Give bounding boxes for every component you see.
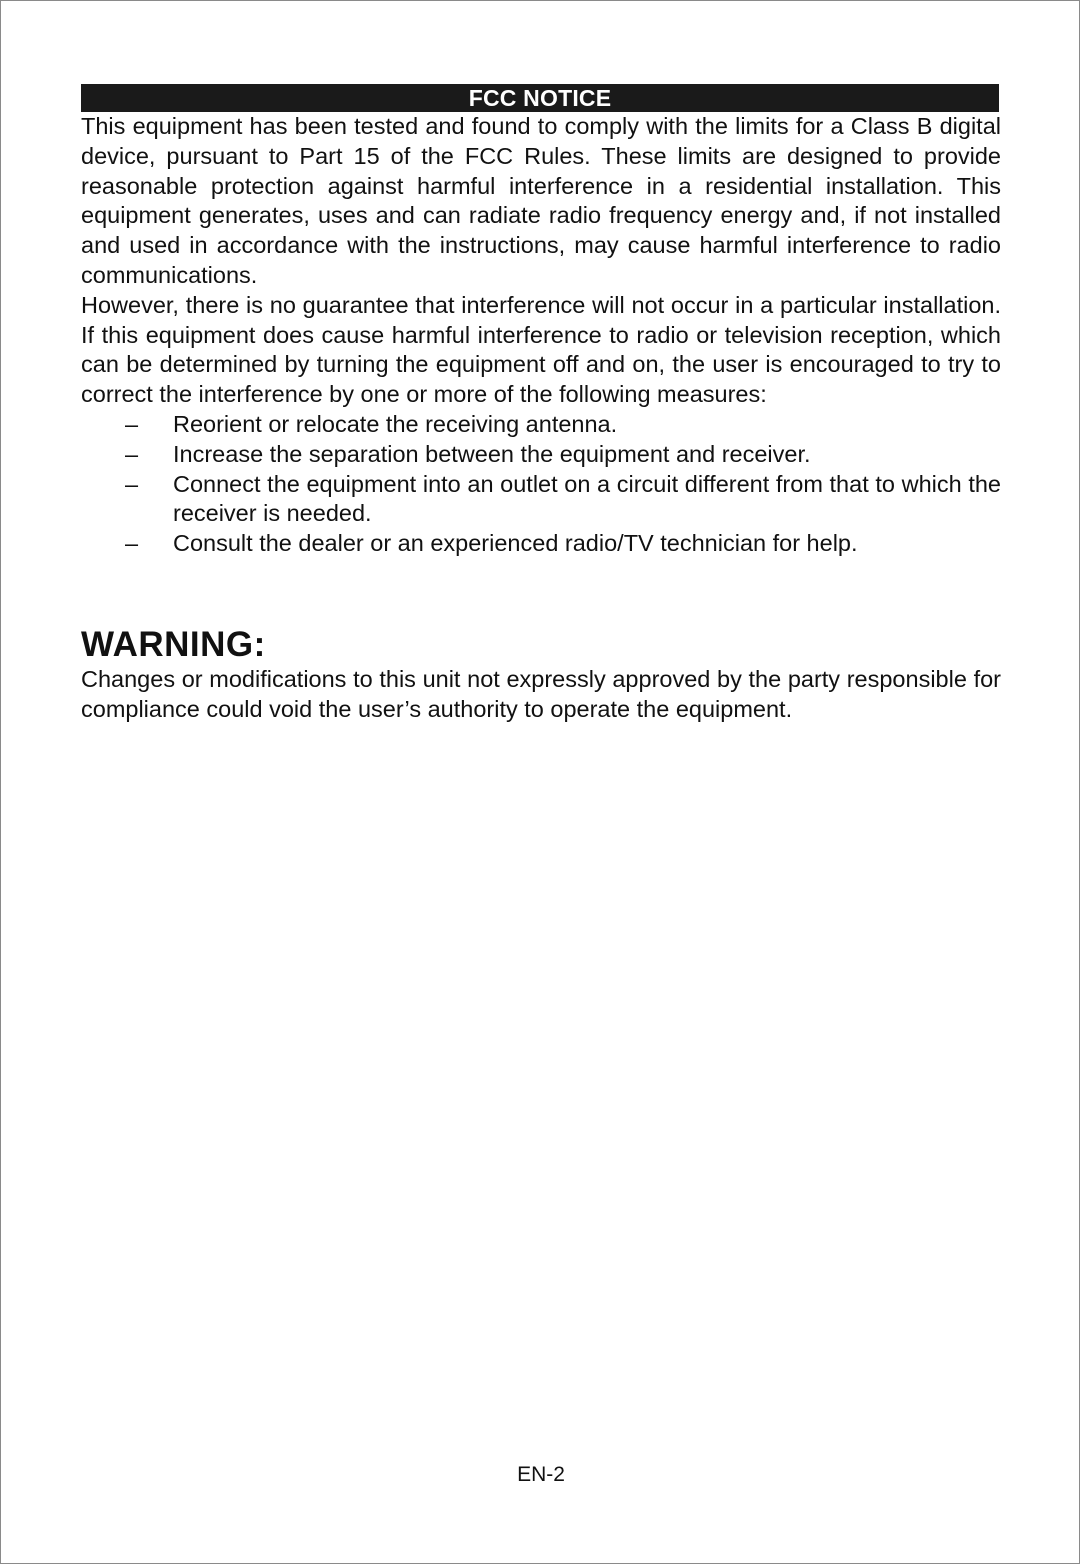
list-item bbox=[81, 470, 1001, 530]
dash-bullet: – bbox=[125, 530, 139, 557]
measure-text: Consult the dealer or an experienced radio/TV technician for help. bbox=[173, 530, 858, 557]
measure-text: Reorient or relocate the receiving antenna. bbox=[173, 410, 618, 437]
page-content bbox=[81, 84, 1001, 725]
warning-title: WARNING: bbox=[81, 624, 266, 664]
fcc-paragraph-compliance: This equipment has been tested and found to comply with the limits for a Class B digital device, pursuant to Part 15 of the FCC Rules. These limits are designed to provide reasonable protection against harmful interference in a residential installation. This equipment generates, uses and can radiate radio frequency energy and, if not installed and used in accordance with the instructions, may cause harmful interference to radio communications. bbox=[81, 113, 1001, 288]
list-item bbox=[81, 410, 1001, 440]
dash-bullet: – bbox=[125, 410, 139, 437]
fcc-notice-header: FCC NOTICE bbox=[81, 84, 999, 112]
dash-bullet: – bbox=[125, 470, 139, 497]
page-number: EN-2 bbox=[517, 1463, 565, 1486]
list-item bbox=[81, 440, 1001, 470]
warning-text: Changes or modifications to this unit not expressly approved by the party responsible for compliance could void the user’s authority to operate the equipment. bbox=[81, 665, 1001, 722]
fcc-paragraph-interference: However, there is no guarantee that interference will not occur in a particular installation. If this equipment does cause harmful interference to radio or television reception, which can be determined by turning the equipment off and on, the user is encouraged to try to correct the interference by one or more of the following measures: bbox=[81, 291, 1001, 408]
measure-text: Increase the separation between the equipment and receiver. bbox=[173, 440, 811, 467]
list-item bbox=[81, 529, 1001, 559]
measures-list bbox=[81, 410, 1001, 559]
dash-bullet: – bbox=[125, 440, 139, 467]
measure-text: Connect the equipment into an outlet on a circuit different from that to which the receiver is needed. bbox=[173, 470, 1001, 527]
